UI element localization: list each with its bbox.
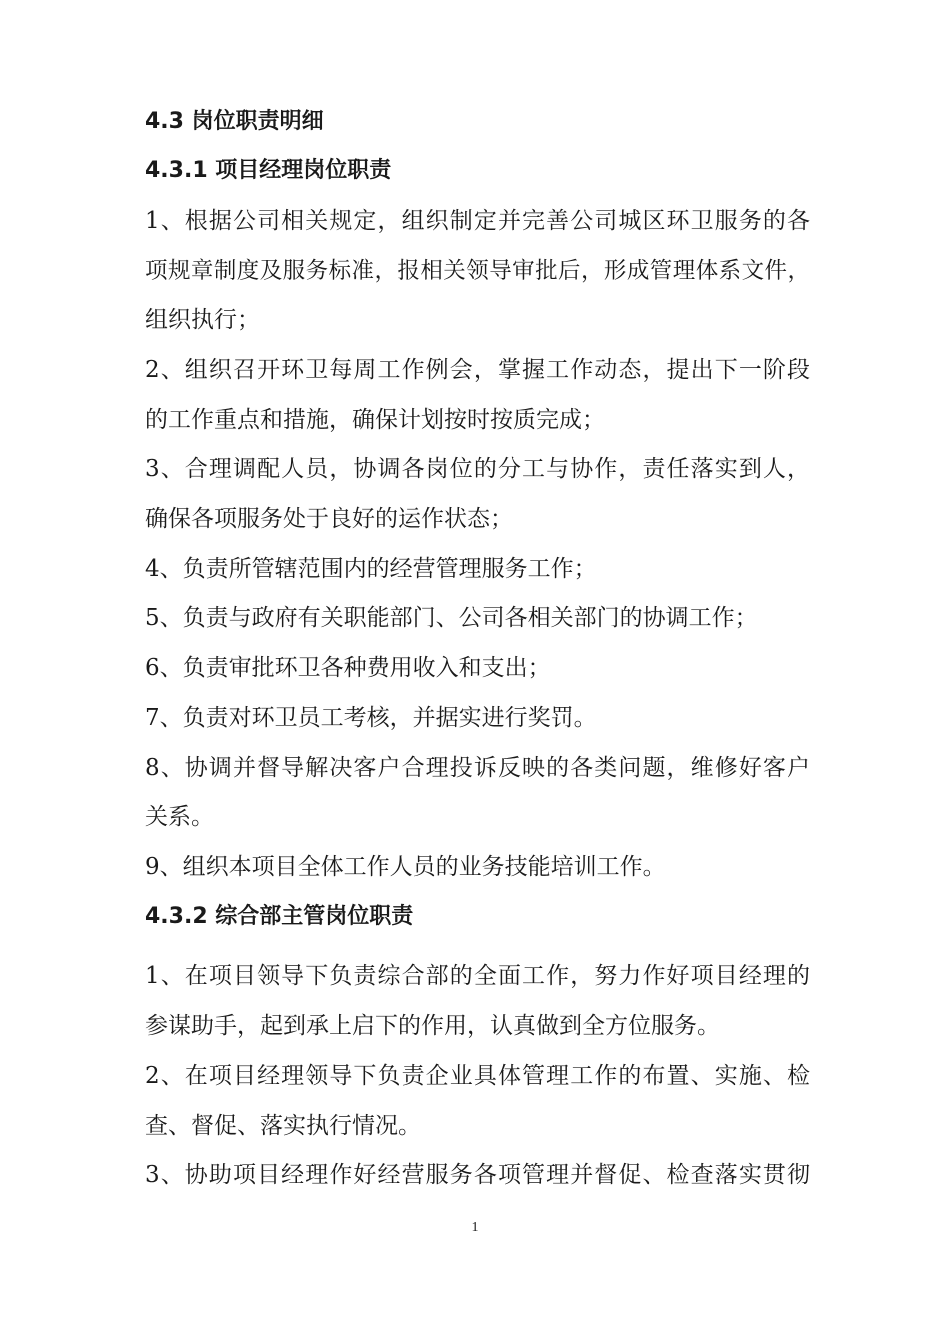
subsection-heading-general-manager: 4.3.2 综合部主管岗位职责	[145, 904, 414, 929]
text-line: 5、负责与政府有关职能部门、公司各相关部门的协调工作；	[145, 605, 758, 631]
text-line: 1、根据公司相关规定，组织制定并完善公司城区环卫服务的各	[145, 208, 810, 234]
text-line: 的工作重点和措施，确保计划按时按质完成；	[145, 407, 605, 433]
text-line: 2、在项目经理领导下负责企业具体管理工作的布置、实施、检	[145, 1063, 810, 1089]
text-line: 3、合理调配人员，协调各岗位的分工与协作，责任落实到人，	[145, 456, 810, 482]
text-line: 参谋助手，起到承上启下的作用，认真做到全方位服务。	[145, 1013, 720, 1039]
text-line: 2、组织召开环卫每周工作例会，掌握工作动态，提出下一阶段	[145, 357, 810, 383]
text-line: 确保各项服务处于良好的运作状态；	[145, 506, 513, 532]
text-line: 组织执行；	[145, 307, 260, 333]
text-line: 项规章制度及服务标准，报相关领导审批后，形成管理体系文件，	[145, 258, 810, 284]
text-line: 8、协调并督导解决客户合理投诉反映的各类问题，维修好客户	[145, 755, 810, 781]
section-heading-job-duties: 4.3 岗位职责明细	[145, 109, 324, 134]
subsection-heading-project-manager: 4.3.1 项目经理岗位职责	[145, 158, 392, 183]
text-line: 7、负责对环卫员工考核，并据实进行奖罚。	[145, 705, 597, 731]
text-line: 查、督促、落实执行情况。	[145, 1113, 421, 1139]
page-number: 1	[471, 1220, 479, 1235]
text-line: 9、组织本项目全体工作人员的业务技能培训工作。	[145, 854, 666, 880]
text-line: 4、负责所管辖范围内的经营管理服务工作；	[145, 556, 597, 582]
text-line: 6、负责审批环卫各种费用收入和支出；	[145, 655, 551, 681]
text-line: 关系。	[145, 804, 214, 830]
text-line: 3、协助项目经理作好经营服务各项管理并督促、检查落实贯彻	[145, 1162, 810, 1188]
text-line: 1、在项目领导下负责综合部的全面工作，努力作好项目经理的	[145, 963, 810, 989]
